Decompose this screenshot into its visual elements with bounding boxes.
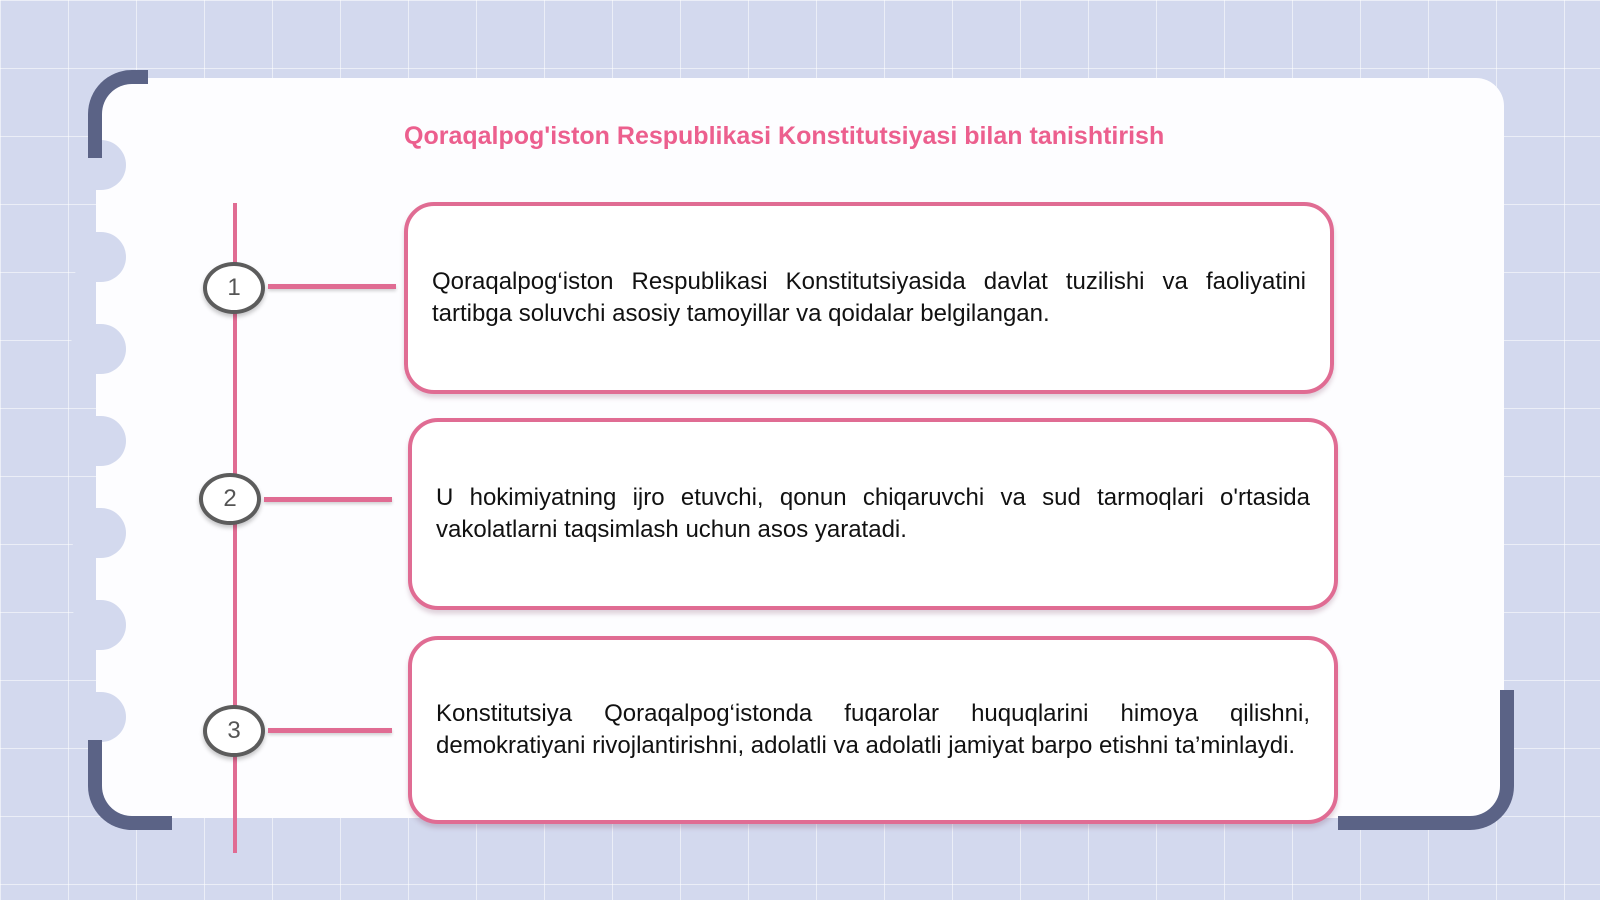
notebook-notch: [70, 232, 126, 282]
slide-title: Qoraqalpog'iston Respublikasi Konstitutsiyasi bilan tanishtirish: [404, 122, 1165, 150]
notebook-notch: [70, 416, 126, 466]
notebook-notch: [70, 324, 126, 374]
step-number-circle: [199, 473, 261, 525]
corner-bracket-bottom-left: [88, 740, 172, 830]
step-number-circle: [203, 262, 265, 314]
info-box: [408, 418, 1338, 610]
corner-bracket-top-left: [88, 70, 148, 158]
info-box-text: U hokimiyatning ijro etuvchi, qonun chiqaruvchi va sud tarmoqlari o'rtasida vakolatlarni taqsimlash uchun asos yaratadi.: [436, 484, 1310, 543]
info-box: [408, 636, 1338, 824]
info-box-text: Qoraqalpog‘iston Respublikasi Konstitutsiyasida davlat tuzilishi va faoliyatini tartibga soluvchi asosiy tamoyillar va qoidalar belgilangan.: [432, 268, 1306, 327]
corner-bracket-bottom-right: [1338, 690, 1514, 830]
notebook-notch: [70, 600, 126, 650]
step-number-circle: [203, 705, 265, 757]
info-box-text: Konstitutsiya Qoraqalpog‘istonda fuqarolar huquqlarini himoya qilishni, demokratiyani rivojlantirishni, adolatli va adolatli jamiyat barpo etishni ta’minlaydi.: [436, 700, 1310, 759]
timeline-connector: [268, 728, 392, 733]
notebook-notch: [70, 508, 126, 558]
timeline-connector: [264, 497, 392, 502]
step-number: 2: [223, 485, 237, 512]
info-box: [404, 202, 1334, 394]
notebook-notch: [70, 692, 126, 742]
step-number: 3: [227, 717, 241, 744]
timeline-connector: [268, 284, 396, 289]
step-number: 1: [227, 274, 241, 301]
